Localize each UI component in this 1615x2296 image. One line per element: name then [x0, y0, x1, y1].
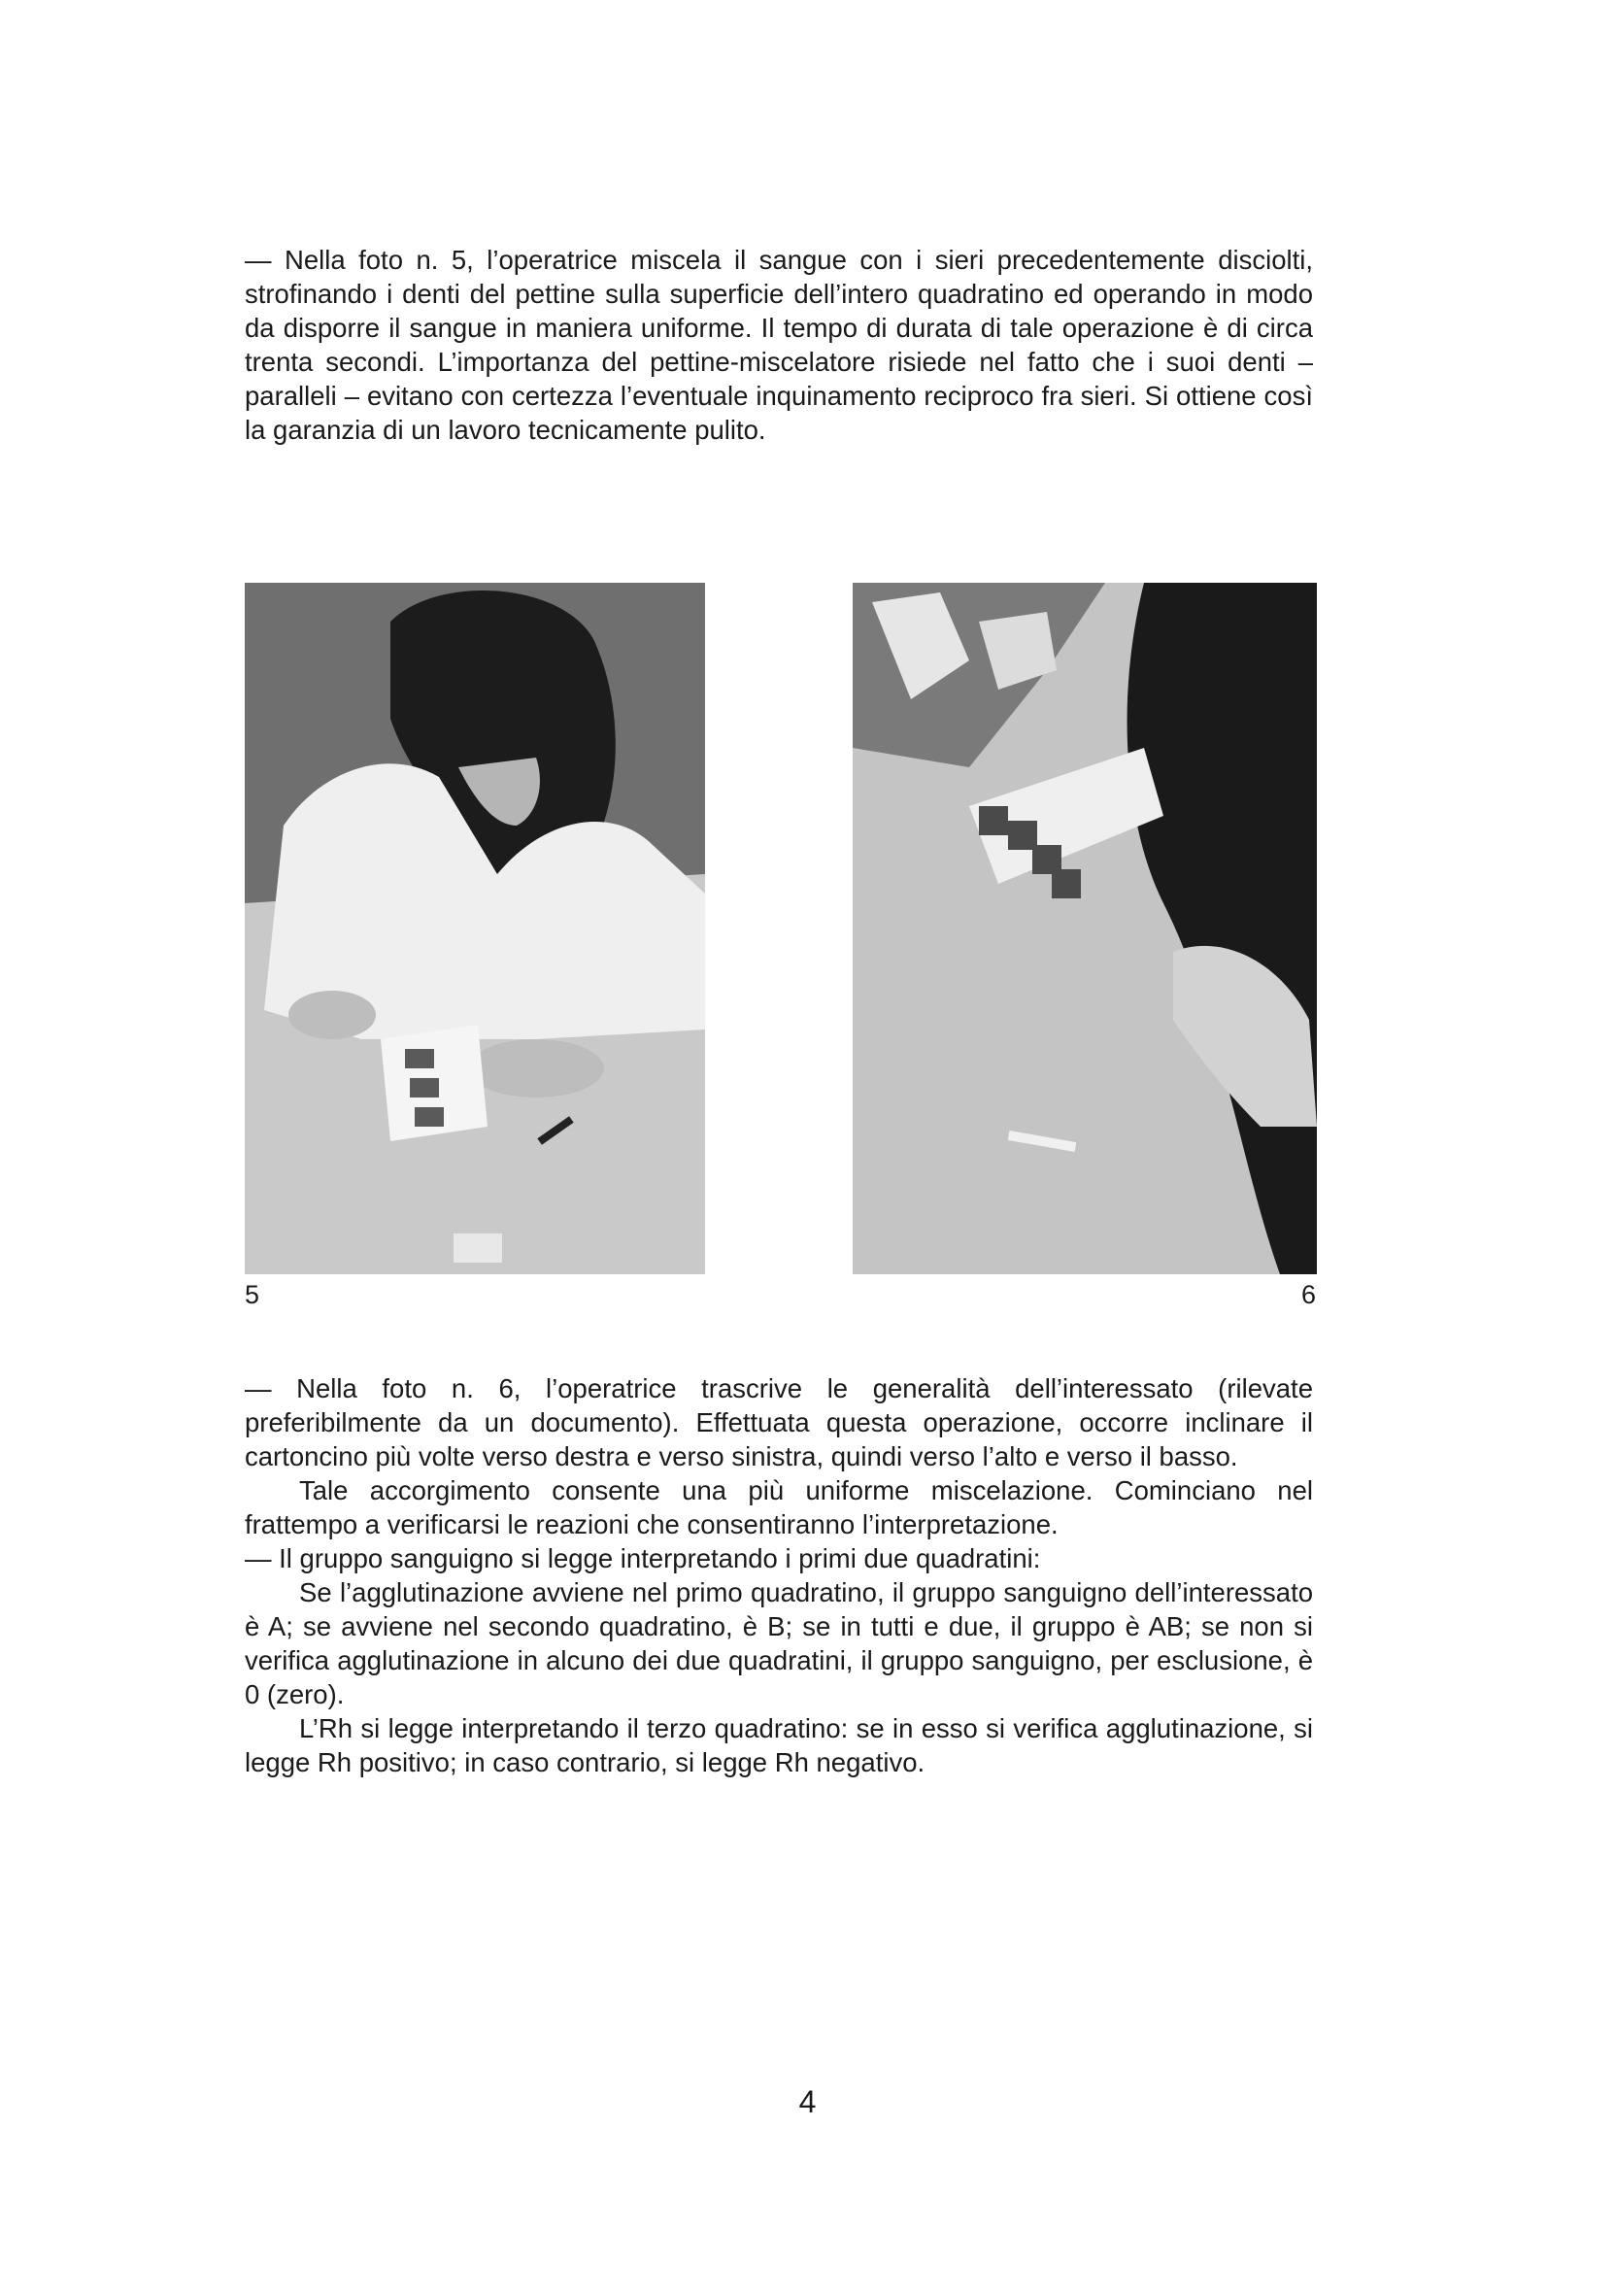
photo-5-caption: 5	[245, 1280, 260, 1309]
photo-5-operator-mixing	[245, 583, 705, 1274]
page-number: 4	[798, 2084, 817, 2119]
paragraph-text: — Nella foto n. 5, l’operatrice miscela il sangue con i sieri precedentemente disciolti, strofinando i denti del pettine sulla superficie dell’intero quadratino ed operando in modo da disporre il sangue in maniera uniforme. Il tempo di durata di tale operazione è di circa trenta secondi. L’importanza del pettine-miscelatore risiede nel fatto che i suoi denti – paralleli – evitano con certezza l’eventuale inquinamento reciproco fra sieri. Si ottiene così la garanzia di un lavoro tecnicamente pulito.	[245, 245, 1313, 445]
paragraph-photo5-description	[245, 243, 1313, 447]
paragraph-text: Se l’agglutinazione avviene nel primo quadratino, il gruppo sanguigno dell’interessato è A; se avviene nel secondo quadratino, è B; se in tutti e due, il gruppo è AB; se non si verifica agglutinazione in alcuno dei due quadratini, il gruppo sanguigno, per esclusione, è 0 (zero).	[245, 1577, 1313, 1709]
photo-6-image	[853, 583, 1317, 1274]
paragraph-text: Tale accorgimento consente una più uniforme miscelazione. Cominciano nel frattempo a verificarsi le reazioni che consentiranno l’interpretazione.	[245, 1475, 1313, 1539]
paragraph-text: L’Rh si legge interpretando il terzo quadratino: se in esso si verifica agglutinazione, si legge Rh positivo; in caso contrario, si legge Rh negativo.	[245, 1713, 1313, 1777]
photo-6-caption: 6	[1301, 1280, 1317, 1309]
paragraph-text: — Nella foto n. 6, l’operatrice trascrive le generalità dell’interessato (rilevate preferibilmente da un documento). Effettuata questa operazione, occorre inclinare il cartoncino più volte verso destra e verso sinistra, quindi verso l’alto e verso il basso.	[245, 1373, 1313, 1471]
photo-5-image	[245, 583, 705, 1274]
paragraph-photo6-description	[245, 1371, 1313, 1779]
paragraph-text: — Il gruppo sanguigno si legge interpretando i primi due quadratini:	[245, 1543, 1041, 1573]
photo-6-operator-writing	[853, 583, 1317, 1274]
